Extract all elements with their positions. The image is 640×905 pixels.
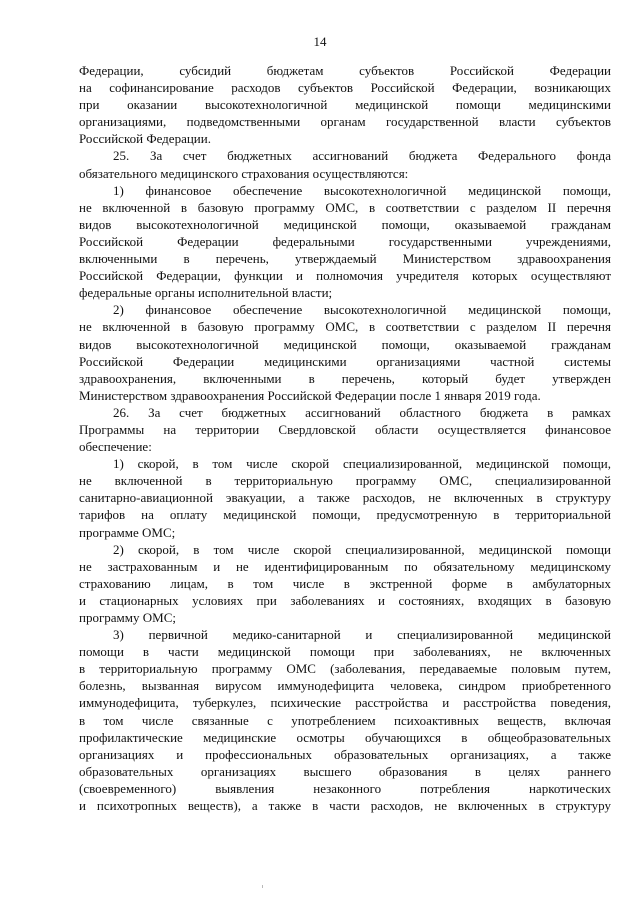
text-line: 3) первичной медико-санитарной и специализированной медицинской bbox=[113, 627, 611, 643]
page-number: 14 bbox=[313, 34, 327, 49]
text-line: обязательного медицинского страхования осуществляются: bbox=[79, 165, 409, 181]
text-line: Федерации, субсидий бюджетам субъектов Российской Федерации bbox=[79, 63, 611, 78]
text-line: не включенной в базовую программу ОМС, в соответствии с разделом II перечня bbox=[79, 319, 611, 335]
text-line: образовательных организациях высшего образования в целях раннего bbox=[79, 763, 611, 779]
text-line: в том числе связанные с употреблением психоактивных веществ, включая bbox=[79, 712, 611, 728]
text-line: 26. За счет бюджетных ассигнований областного бюджета в рамках bbox=[113, 404, 611, 420]
text-line: Российской Федерации. bbox=[79, 131, 211, 147]
text-line: болезнь, вызванная вирусом иммунодефицита человека, синдром приобретенного bbox=[79, 678, 611, 694]
text-line: федеральные органы исполнительной власти; bbox=[79, 285, 333, 301]
text-line: программе ОМС; bbox=[79, 524, 176, 540]
text-line: и психотропных веществ), а также в части расходов, не включенных в структуру bbox=[79, 798, 611, 814]
text-line: обеспечение: bbox=[79, 439, 152, 455]
text-line: Российской Федерации медицинскими организациями частной системы bbox=[79, 353, 611, 369]
text-line: (своевременного) выявления незаконного потребления наркотических bbox=[79, 780, 611, 796]
text-line: 2) скорой, в том числе скорой специализированной, медицинской помощи bbox=[113, 541, 611, 557]
text-line: в территориальную программу ОМС (заболевания, передаваемые половым путем, bbox=[79, 661, 611, 677]
text-line: Программы на территории Свердловской области осуществляется финансовое bbox=[79, 421, 611, 437]
text-line: Российской Федерации, функции и полномочия учредителя которых осуществляют bbox=[79, 268, 611, 284]
text-line: иммунодефицита, туберкулез, психические расстройства и расстройства поведения, bbox=[79, 695, 611, 711]
text-line: не застрахованным и не идентифицированным по обязательному медицинскому bbox=[79, 558, 611, 574]
text-line: программу ОМС; bbox=[79, 610, 176, 625]
text-line: здравоохранения, включенными в перечень, который будет утвержден bbox=[79, 370, 611, 386]
text-line: и стационарных условиях при заболеваниях и состояниях, входящих в базовую bbox=[79, 592, 611, 608]
text-line: 2) финансовое обеспечение высокотехнологичной медицинской помощи, bbox=[113, 302, 611, 318]
text-line: организациями, подведомственными органам государственной власти субъектов bbox=[79, 114, 611, 130]
text-line: профилактические медицинские осмотры обучающихся в общеобразовательных bbox=[79, 729, 611, 745]
text-line: страхованию лицам, в том числе в экстренной форме в амбулаторных bbox=[79, 575, 611, 591]
text-line: не включенной в территориальную программу ОМС, специализированной bbox=[79, 473, 611, 489]
text-line: 1) скорой, в том числе скорой специализированной, медицинской помощи, bbox=[113, 456, 611, 472]
text-line: включенными в перечень, утверждаемый Министерством здравоохранения bbox=[79, 251, 611, 267]
text-line: Российской Федерации федеральными государственными учреждениями, bbox=[79, 233, 611, 249]
text-line: видов высокотехнологичной медицинской помощи, оказываемой гражданам bbox=[79, 216, 611, 232]
text-line: санитарно-авиационной эвакуации, а также расходов, не включенных в структуру bbox=[79, 490, 611, 506]
text-line: 1) финансовое обеспечение высокотехнологичной медицинской помощи, bbox=[113, 182, 611, 198]
text-line: организациях и профессиональных образовательных организациях, а также bbox=[79, 746, 611, 762]
text-line: видов высокотехнологичной медицинской помощи, оказываемой гражданам bbox=[79, 336, 611, 352]
text-line: тарифов на оплату медицинской помощи, предусмотренную в территориальной bbox=[79, 507, 611, 523]
text-line: при оказании высокотехнологичной медицинской помощи медицинскими bbox=[79, 97, 611, 113]
text-line: не включенной в базовую программу ОМС, в соответствии с разделом II перечня bbox=[79, 199, 611, 215]
text-line: 25. За счет бюджетных ассигнований бюджета Федерального фонда bbox=[113, 148, 611, 164]
scan-speck bbox=[262, 885, 263, 888]
text-line: помощи в части медицинской помощи при заболеваниях, не включенных bbox=[79, 644, 611, 660]
text-line: Министерством здравоохранения Российской Федерации после 1 января 2019 года. bbox=[79, 387, 541, 403]
document-body bbox=[79, 62, 611, 814]
text-line: на софинансирование расходов субъектов Российской Федерации, возникающих bbox=[79, 80, 611, 96]
